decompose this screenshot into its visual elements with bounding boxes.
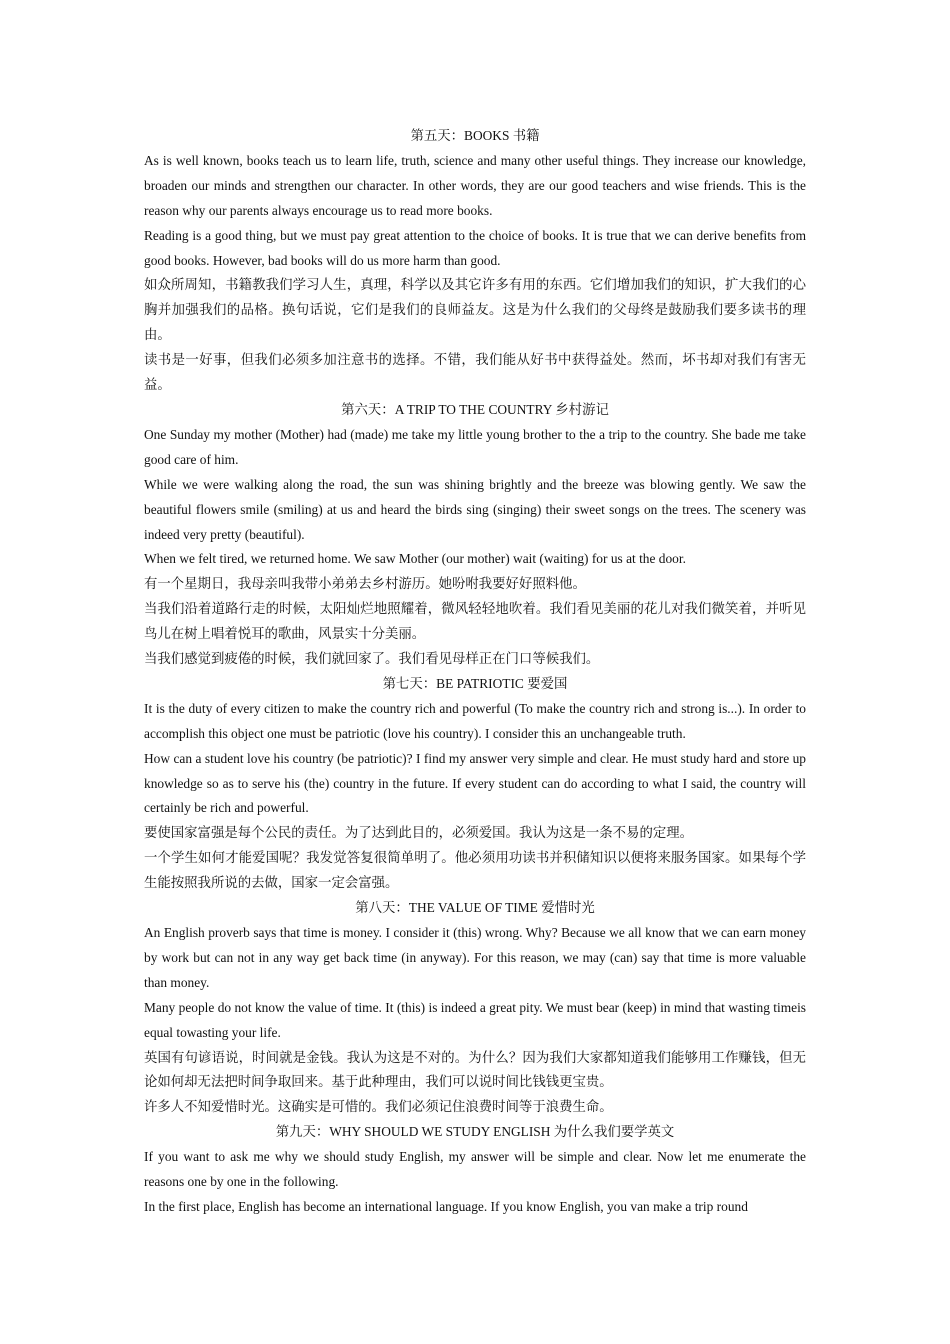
paragraph: While we were walking along the road, the sun was shining brightly and the breeze was blowing gently. We saw the beautiful flowers smile (smiling) at us and heard the birds sing (singing) their sweet songs on the trees. The scenery was indeed very pretty (beautiful). (144, 476, 806, 542)
paragraph: 如众所周知，书籍教我们学习人生，真理，科学以及其它许多有用的东西。它们增加我们的知识，扩大我们的心胸并加强我们的品格。换句话说，它们是我们的良师益友。这是为什么我们的父母终是鼓励我们要多读书的理由。 (144, 277, 806, 343)
section-title-day9: 第九天：WHY SHOULD WE STUDY ENGLISH 为什么我们要学英文 (275, 1124, 675, 1140)
paragraph: As is well known, books teach us to learn life, truth, science and many other useful things. They increase our knowledge, broaden our minds and strengthen our character. In other words, they are our good teachers and wise friends. This is the reason why our parents always encourage us to read more books. (144, 152, 806, 218)
paragraph: 许多人不知爱惜时光。这确实是可惜的。我们必须记住浪费时间等于浪费生命。 (144, 1099, 613, 1115)
paragraph: 有一个星期日，我母亲叫我带小弟弟去乡村游历。她吩咐我要好好照料他。 (144, 576, 586, 592)
paragraph: 要使国家富强是每个公民的责任。为了达到此目的，必须爱国。我认为这是一条不易的定理。 (144, 825, 694, 841)
section-title-day7: 第七天：BE PATRIOTIC 要爱国 (382, 675, 568, 691)
paragraph: 读书是一好事，但我们必须多加注意书的选择。不错，我们能从好书中获得益处。然而，坏书却对我们有害无益。 (144, 352, 806, 393)
paragraph: Reading is a good thing, but we must pay great attention to the choice of books. It is true that we can derive benefits from good books. However, bad books will do us more harm than good. (144, 227, 806, 268)
paragraph: In the first place, English has become an international language. If you know English, you van make a trip round (144, 1198, 748, 1214)
document-page (144, 124, 806, 1220)
paragraph: 英国有句谚语说，时间就是金钱。我认为这是不对的。为什么？因为我们大家都知道我们能够用工作赚钱，但无论如何却无法把时间争取回来。基于此种理由，我们可以说时间比钱钱更宝贵。 (144, 1049, 806, 1090)
paragraph: It is the duty of every citizen to make the country rich and powerful (To make the country rich and strong is...). In order to accomplish this object one must be patriotic (love his country). I consider this an unchangeable truth. (144, 700, 806, 741)
section-title-day8: 第八天：THE VALUE OF TIME 爱惜时光 (355, 900, 595, 916)
paragraph: One Sunday my mother (Mother) had (made) me take my little young brother to the a trip to the country. She bade me take good care of him. (144, 426, 806, 467)
paragraph: 当我们感觉到疲倦的时候，我们就回家了。我们看见母样正在门口等候我们。 (144, 651, 600, 667)
paragraph: If you want to ask me why we should study English, my answer will be simple and clear. Now let me enumerate the reasons one by one in the following. (144, 1149, 806, 1190)
paragraph: An English proverb says that time is money. I consider it (this) wrong. Why? Because we all know that we can earn money by work but can not in any way get back time (in anyway). For this reason, we may (can) say that time is more valuable than money. (144, 925, 806, 990)
section-title-day5: 第五天：BOOKS 书籍 (410, 128, 540, 143)
paragraph: When we felt tired, we returned home. We saw Mother (our mother) wait (waiting) for us at the door. (144, 551, 686, 567)
paragraph: 一个学生如何才能爱国呢？我发觉答复很简单明了。他必须用功读书并积储知识以便将来服务国家。如果每个学生能按照我所说的去做，国家一定会富强。 (144, 850, 806, 891)
paragraph: 当我们沿着道路行走的时候，太阳灿烂地照耀着，微风轻轻地吹着。我们看见美丽的花儿对我们微笑着，并听见鸟儿在树上唱着悦耳的歌曲，风景实十分美丽。 (144, 601, 806, 642)
paragraph: How can a student love his country (be patriotic)? I find my answer very simple and clear. He must study hard and store up knowledge so as to serve his (the) country in the future. If every student can do according to what I said, the country will certainly be rich and powerful. (144, 750, 806, 816)
paragraph: Many people do not know the value of time. It (this) is indeed a great pity. We must bear (keep) in mind that wasting timeis equal towasting your life. (144, 999, 806, 1040)
section-title-day6: 第六天：A TRIP TO THE COUNTRY 乡村游记 (341, 401, 609, 417)
